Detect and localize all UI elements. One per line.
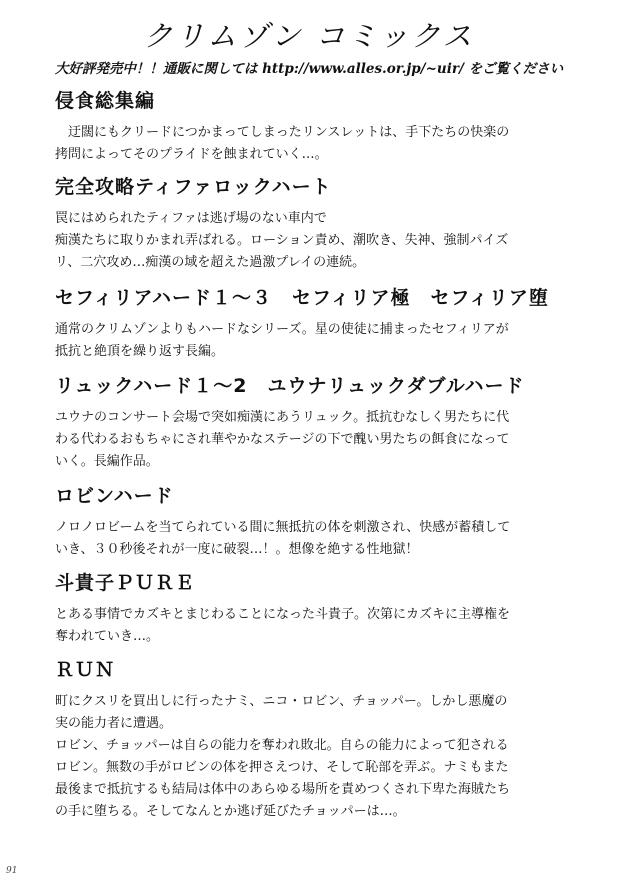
section-tifa [55, 174, 585, 274]
section-body: ノロノロビームを当てられている間に無抵抗の体を刺激され、快感が蓄積して いき、３０秒後それが一度に破裂…！。想像を絶する性地獄！ [55, 520, 511, 557]
section-title: 侵食総集編 [55, 90, 156, 112]
section-title: セフィリアハード１～３ セフィリア極 セフィリア堕 [55, 287, 549, 309]
section-body: 町にクスリを買出しに行ったナミ、ニコ・ロビン、チョッパー。しかし悪魔の 実の能力者に遭遇。 ロビン、チョッパーは自らの能力を奪われ敗北。自らの能力によって犯される ロビン。無数の手がロビンの体を押さえつけ、そして恥部を弄ぶ。ナミもまた 最後まで抵抗するも結局は体中のあらゆる場所を責めつくされ下卑た海賊たち の手に堕ちる。そしてなんとか逃げ延びたチョッパーは…。 [55, 694, 511, 819]
sales-notice: 大好評発売中！！通販に関しては http://www.alles.or.jp/~uir/ をご覧ください [54, 61, 564, 77]
section-robin [55, 483, 585, 561]
section-body: ユウナのコンサート会場で突如痴漢にあうリュック。抵抗むなしく男たちに代 わる代わるおもちゃにされ華やかなステージの下で醜い男たちの餌食になって いく。長編作品。 [55, 410, 510, 469]
section-title: 斗貴子ＰＵＲＥ [55, 572, 196, 594]
section-sephiria [55, 285, 585, 363]
page-title: クリムゾン コミックス [143, 19, 475, 53]
section-run [55, 657, 585, 823]
section-tokiko [55, 570, 585, 648]
section-title: ＲＵＮ [55, 659, 116, 681]
section-shinshoku [55, 88, 585, 166]
section-title: ロビンハード [55, 485, 174, 507]
page-number: 91 [6, 866, 18, 876]
section-body: とある事情でカズキとまじわることになった斗貴子。次第にカズキに主導権を 奪われていき…。 [55, 607, 511, 644]
section-body: 迂闊にもクリードにつかまってしまったリンスレットは、手下たちの快楽の 拷問によってそのプライドを蝕まれていく…。 [55, 125, 510, 162]
section-rikku [55, 373, 585, 473]
section-title: リュックハード１～2 ユウナリュックダブルハード [55, 375, 525, 397]
section-body: 罠にはめられたティファは逃げ場のない車内で 痴漢たちに取りかまれ弄ばれる。ローション責め、潮吹き、失神、強制パイズ リ、二穴攻め…痴漢の域を超えた過激プレイの連続。 [55, 211, 509, 270]
section-body: 通常のクリムゾンよりもハードなシリーズ。星の使徒に捕まったセフィリアが 抵抗と絶頂を繰り返す長編。 [55, 322, 509, 359]
section-title: 完全攻略ティファロックハート [55, 176, 332, 198]
